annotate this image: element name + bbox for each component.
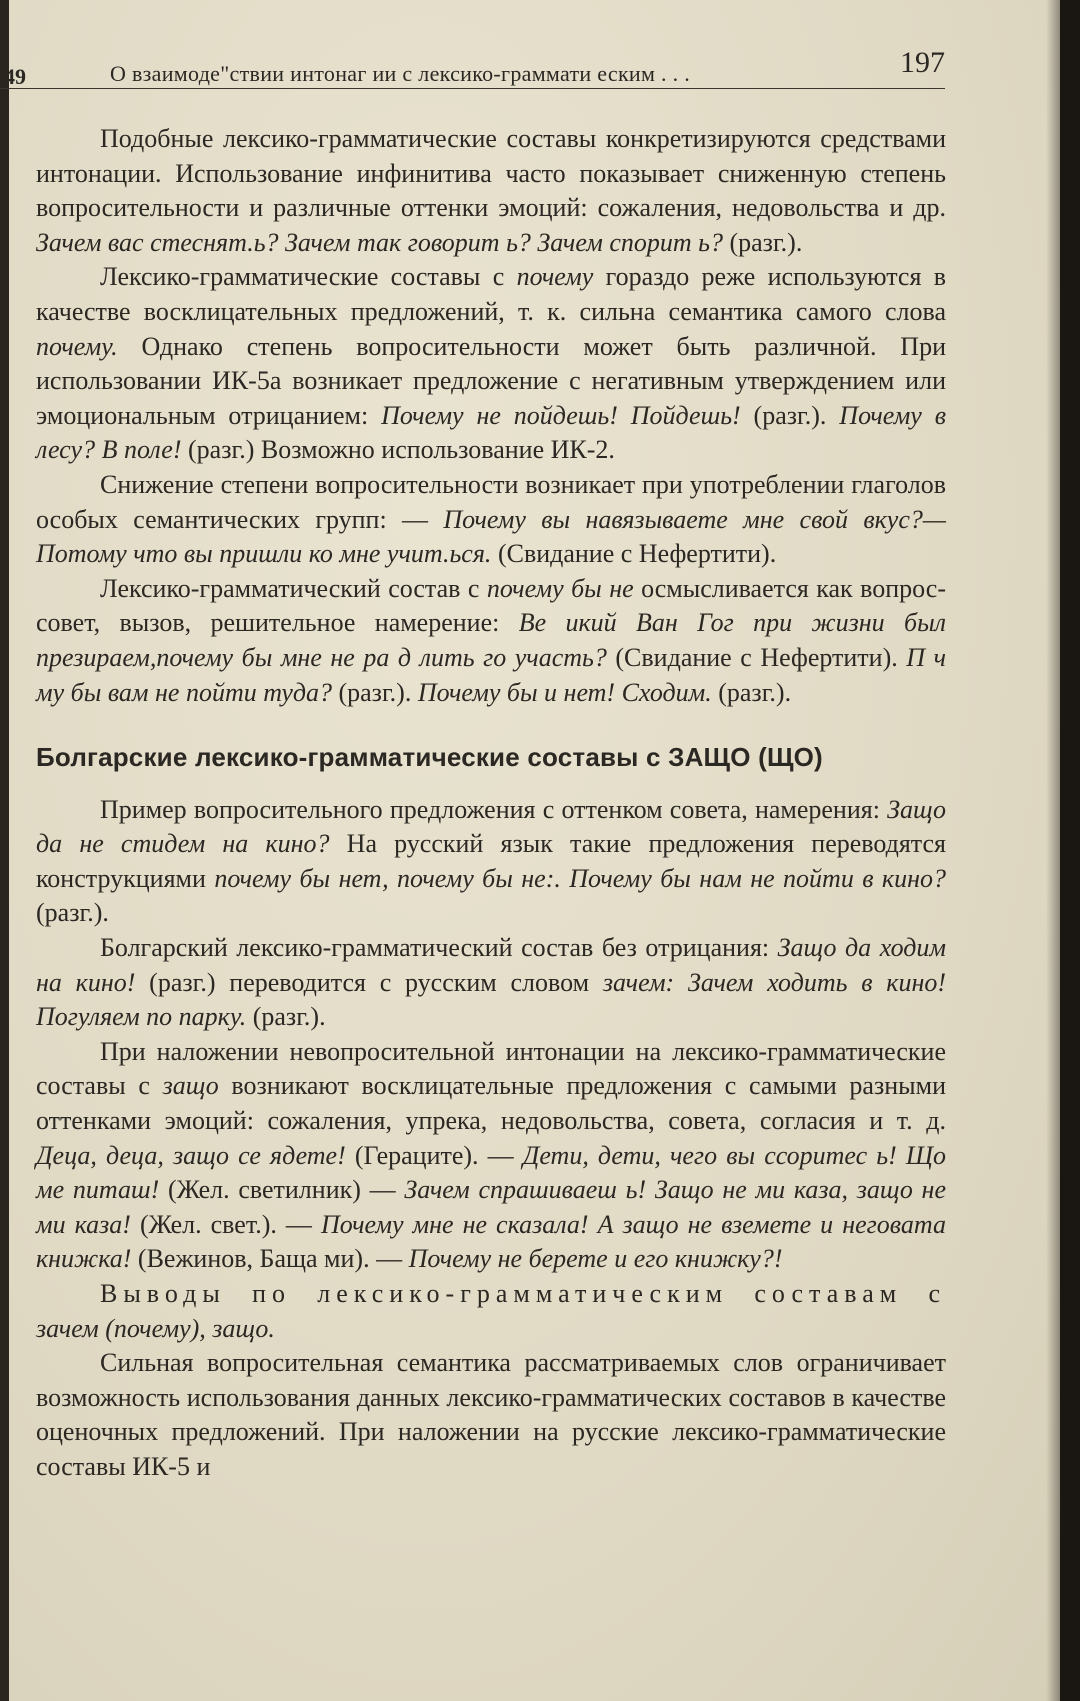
example-italic: зачем: Зачем ходить в кино! Погуляем по парку. [36,967,946,1032]
text-run: (разг.). [711,677,792,707]
text-run: Болгарский лексико-грамматический состав без отрицания: [100,933,778,963]
text-run: (Жел. свет.). — [130,1209,321,1239]
running-header [0,38,945,89]
page-edge-shadow [1046,0,1060,1701]
example-italic: зачем (почему), защо. [36,1313,275,1343]
previous-page-number: 49 [4,64,26,89]
example-italic: Защо да ходим на кино! [36,933,947,997]
page-gutter-edge [0,0,9,1701]
example-italic: Ве икий Ван Гог при жизни был презираем,почему бы мне не ра д лить го участь? [36,608,947,672]
text-run: Лексико-грамматический состав с [100,573,487,603]
text-run: Лексико-грамматические составы с [100,262,517,292]
body-text [36,122,946,1485]
example-italic: почему. [36,331,118,361]
text-run: (разг.). [740,400,840,430]
paragraph-5 [36,793,946,931]
paragraph-9 [36,1346,946,1484]
paragraph-7 [36,1035,946,1277]
paragraph-3 [36,468,946,572]
text-run: (разг.) переводится с русским словом [135,967,603,997]
example-italic: Деца, деца, защо се ядете! [36,1140,346,1170]
example-italic: защо [162,1071,219,1101]
text-run: (разг.). [331,677,418,707]
text-run: осмысливается как вопрос-совет, вызов, решительное намерение: [36,573,946,638]
spaced-subheading-text: Выводы по лексико-грамматическим составам с [100,1279,946,1308]
text-run: (разг.) Возможно использование ИК-2. [181,435,615,465]
text-run: Сильная вопросительная семантика рассматриваемых слов ограничивает возможность использования данных лексико-грамматических составов в качестве оценочных предложений. При наложении на русские лексико-грамматические составы ИК-5 и [36,1348,946,1481]
section-heading: Болгарские лексико-грамматические составы с ЗАЩО (ЩО) [36,742,823,773]
paragraph-6 [36,931,946,1035]
text-run: (разг.). [246,1002,326,1032]
example-italic: П ч му бы вам не пойти туда? [36,642,946,707]
paragraph-4 [36,572,946,710]
text-run: Снижение степени вопросительности возникает при употреблении глаголов особых семантических групп: — [36,469,946,534]
text-run: Однако степень вопросительности может быть различной. При использовании ИК-5а возникает предложение с негативным утверждением или эмоциональным отрицанием: [36,331,946,430]
paragraph-2 [36,260,946,468]
text-run: Подобные лексико-грамматические составы конкретизируются средствами интонации. Использование инфинитива часто показывает сниженную степень вопросительности и различные оттенки эмоций: сожаления, недовольства и др. [36,124,946,223]
text-run: (Свидание с Нефертити). [491,539,777,569]
text-run: возникают восклицательные предложения с самыми разными оттенками эмоций: сожаления, упрека, недовольства, совета, согласия и т. д. [36,1071,946,1136]
example-italic: почему [516,262,594,292]
example-italic: Почему в лесу? В поле! [36,400,946,465]
text-run: гораздо реже используются в качестве восклицательных предложений, т. к. сильна семантика самого слова [36,262,947,326]
text-run: Пример вопросительного предложения с оттенком совета, намерения: [100,794,888,824]
text-run: При наложении невопросительной интонации на лексико-грамматические составы с [36,1036,946,1101]
example-italic: Почему мне не сказала! А защо не вземете и неговата книжка! [36,1209,946,1274]
text-run: (Вежинов, Баща ми). — [131,1244,409,1274]
example-italic: Почему вы навязываете мне свой вкус?—Потому что вы пришли ко мне учит.ься. [36,504,946,569]
example-italic: Зачем спрашиваеш ь! Защо не ми каза, защо не ми каза! [36,1175,946,1239]
paragraph-8-conclusions [36,1277,946,1346]
example-italic: почему бы нет, почему бы не:. Почему бы нам не пойти в кино? [214,863,946,893]
page-number: 197 [900,46,945,79]
text-run: (разг.). [722,227,803,257]
text-run: (Гераците). — [345,1140,523,1170]
text-run: (Свидание с Нефертити). [606,642,907,672]
example-italic: Дети, дети, чего вы ссоритес ь! Що ме питаш! [36,1140,946,1205]
text-run: (Жел. светилник) — [159,1175,405,1205]
example-italic: Зачем вас стеснят.ь? Зачем так говорит ь? Зачем спорит ь? [36,227,723,257]
text-run: (разг.). [36,898,109,928]
example-italic: Почему не пойдешь! Пойдешь! [381,400,741,430]
example-italic: Почему не берете и его книжку?! [408,1244,783,1274]
paragraph-1 [36,122,946,260]
example-italic: Защо да не стидем на кино? [36,794,946,859]
running-title: О взаимоде"ствии интонаг ии с лексико-граммати еским . . . [110,61,691,86]
text-run: На русский язык такие предложения переводятся конструкциями [36,829,946,893]
example-italic: почему бы не [486,573,634,603]
example-italic: Почему бы и нет! Сходим. [417,677,712,707]
